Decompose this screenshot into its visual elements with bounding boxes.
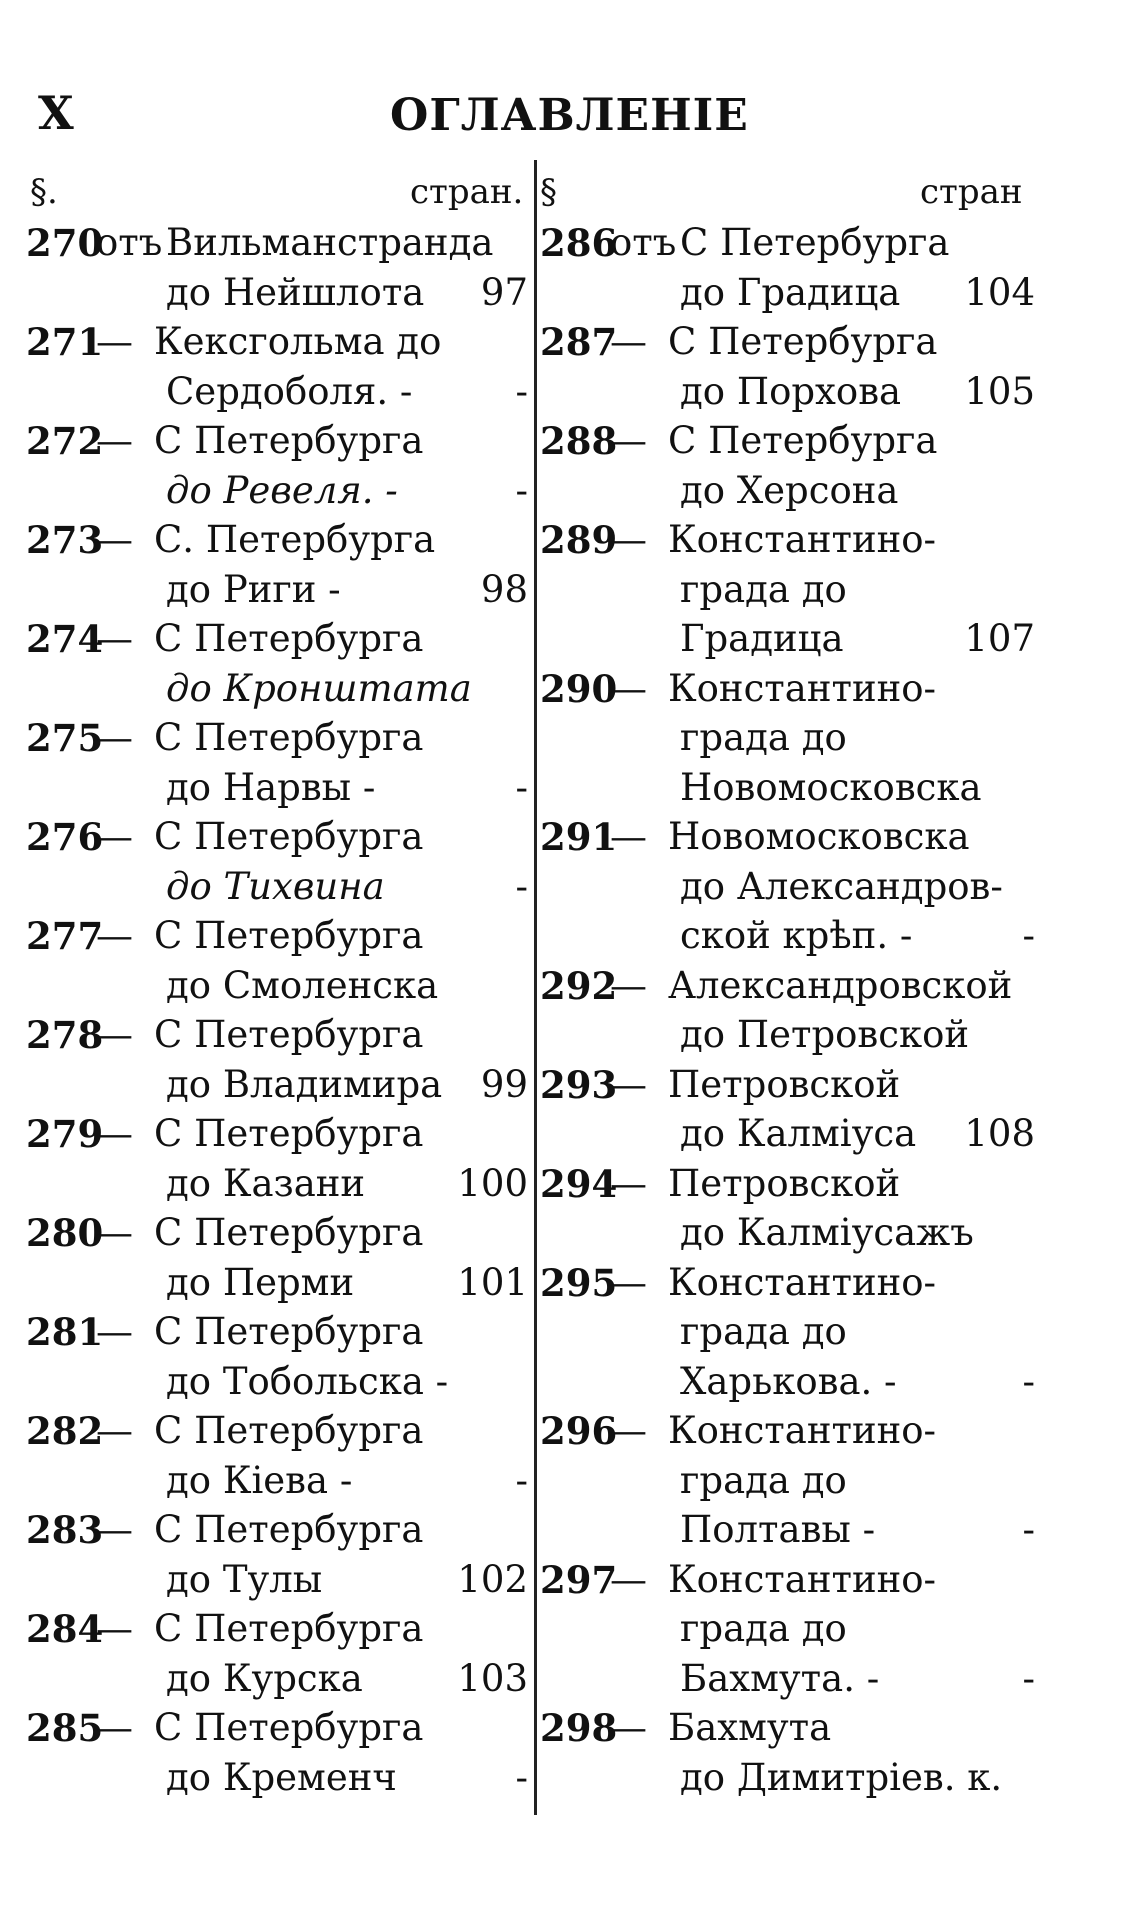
entry-line-1: С Петербурга: [154, 1508, 424, 1551]
entry-line-2: града до: [680, 1310, 847, 1353]
entry-connector: —: [96, 518, 133, 561]
entry-line-2: до Перми: [166, 1260, 355, 1304]
entry-page-number: 108: [964, 1112, 1035, 1155]
entry-line-2: до Петровской: [680, 1013, 970, 1056]
entry-line-3: Новомосковска: [680, 765, 982, 809]
toc-entry: [540, 515, 1035, 664]
entry-line-1: С Петербурга: [154, 1112, 424, 1155]
entry-connector: —: [610, 815, 647, 858]
entry-page-number: 105: [964, 369, 1035, 413]
entry-line-1: С Петербурга: [154, 1310, 424, 1353]
entry-line-2: до Кронштата: [166, 666, 472, 710]
entry-number: 288: [540, 419, 618, 463]
entry-line-2: до Смоленска: [166, 963, 439, 1007]
entry-page-number: -: [1022, 914, 1035, 957]
entry-line-2: до Владимира: [166, 1062, 443, 1106]
entry-number: 295: [540, 1260, 618, 1305]
entry-line-1: С. Петербурга: [154, 518, 436, 561]
entry-line-1: С Петербурга: [154, 419, 424, 462]
entry-line-2: града до: [680, 716, 847, 759]
entry-line-2: Сердоболя. -: [166, 369, 413, 413]
entry-line-2: града до: [680, 1607, 847, 1650]
right-section-mark: §: [540, 172, 557, 212]
toc-entry: [26, 1505, 528, 1604]
entry-number: 274: [26, 617, 104, 661]
toc-entry: [26, 218, 528, 317]
entry-line-1: С Петербурга: [154, 716, 424, 759]
toc-entry: [26, 1307, 528, 1406]
entry-number: 283: [26, 1508, 104, 1552]
toc-entry: [540, 1406, 1035, 1555]
entry-page-number: 104: [964, 270, 1035, 314]
toc-entry: [540, 664, 1035, 813]
entry-number: 270: [26, 221, 104, 265]
entry-page-number: -: [515, 1458, 528, 1502]
toc-entry: [26, 911, 528, 1010]
toc-entry: [540, 218, 1035, 317]
entry-line-1: С Петербурга: [154, 1013, 424, 1056]
entry-connector: —: [96, 1013, 133, 1056]
entry-line-2: града до: [680, 567, 847, 611]
toc-entry: [26, 812, 528, 911]
entry-line-1: С Петербурга: [154, 1706, 424, 1749]
toc-entry: [26, 1703, 528, 1802]
entry-number: 279: [26, 1112, 104, 1156]
entry-connector: —: [610, 1557, 647, 1601]
entry-line-1: С Петербурга: [668, 419, 938, 462]
entry-number: 289: [540, 518, 618, 562]
entry-line-2: до Ревеля. -: [166, 468, 398, 512]
left-section-mark: §.: [30, 172, 58, 212]
toc-entry: [540, 961, 1035, 1060]
entry-connector: —: [96, 716, 133, 759]
entry-line-1: Константино-: [668, 1557, 937, 1601]
toc-entry: [26, 713, 528, 812]
toc-entry: [540, 1060, 1035, 1159]
entry-number: 286: [540, 221, 618, 265]
entry-connector: —: [610, 1706, 647, 1749]
entry-number: 281: [26, 1310, 104, 1354]
entry-line-2: града до: [680, 1458, 847, 1502]
toc-entry: [540, 1703, 1035, 1802]
entry-number: 296: [540, 1409, 618, 1453]
entry-connector: —: [96, 1409, 133, 1452]
entry-number: 285: [26, 1706, 104, 1750]
entry-number: 276: [26, 815, 104, 859]
entry-line-1: С Петербурга: [154, 617, 424, 660]
entry-line-1: Константино-: [668, 666, 937, 710]
entry-connector: —: [610, 1161, 647, 1205]
entry-page-number: 98: [480, 567, 528, 611]
entry-number: 282: [26, 1409, 104, 1453]
entry-page-number: 97: [480, 270, 528, 314]
entry-line-3: Градица: [680, 617, 844, 660]
toc-entry: [26, 416, 528, 515]
entry-connector: —: [96, 1211, 133, 1254]
entry-line-1: С Петербурга: [154, 815, 424, 858]
entry-line-1: Бахмута: [668, 1706, 832, 1749]
entry-number: 298: [540, 1706, 618, 1750]
entry-line-2: до Александров-: [680, 864, 1003, 908]
entry-connector: —: [610, 518, 647, 561]
entry-line-2: до Калміуса: [680, 1112, 917, 1155]
toc-entry: [26, 1208, 528, 1307]
entry-connector: —: [610, 1409, 647, 1452]
entry-connector: —: [96, 1310, 133, 1353]
entry-connector: отъ: [610, 221, 677, 264]
entry-number: 272: [26, 419, 104, 463]
entry-number: 291: [540, 815, 618, 859]
entry-line-2: до Кіева -: [166, 1458, 353, 1502]
entry-page-number: -: [515, 468, 528, 512]
toc-entry: [26, 1109, 528, 1208]
toc-entry: [540, 1159, 1035, 1258]
entry-number: 290: [540, 666, 618, 711]
entry-line-3: Бахмута. -: [680, 1656, 880, 1700]
entry-number: 273: [26, 518, 104, 562]
entry-page-number: 102: [457, 1557, 528, 1601]
entry-line-2: до Нарвы -: [166, 765, 376, 809]
entry-connector: отъ: [96, 221, 163, 264]
entry-number: 287: [540, 320, 618, 364]
entry-connector: —: [610, 320, 647, 363]
entry-line-1: Петровской: [668, 1161, 901, 1205]
entry-line-1: Новомосковска: [668, 815, 970, 858]
entry-connector: —: [610, 419, 647, 462]
entry-number: 271: [26, 320, 104, 364]
entry-line-1: С Петербурга: [154, 914, 424, 957]
toc-entry: [26, 1604, 528, 1703]
entry-line-2: до Градица: [680, 270, 901, 314]
entry-number: 293: [540, 1062, 618, 1107]
entry-connector: —: [96, 320, 133, 363]
column-divider: [534, 160, 537, 1815]
entry-page-number: 99: [480, 1062, 528, 1106]
entry-number: 277: [26, 914, 104, 958]
entry-line-2: до Тулы: [166, 1557, 323, 1601]
entry-connector: —: [96, 815, 133, 858]
entry-line-3: ской крѣп. -: [680, 914, 913, 957]
toc-entry: [26, 1010, 528, 1109]
entry-number: 278: [26, 1013, 104, 1057]
entry-line-1: Александровской: [668, 963, 1013, 1007]
entry-page-number: -: [515, 864, 528, 908]
page-folio: X: [38, 86, 74, 140]
entry-line-1: С Петербурга: [680, 221, 950, 264]
toc-entry: [26, 317, 528, 416]
entry-line-3: Полтавы -: [680, 1508, 876, 1551]
entry-number: 292: [540, 963, 618, 1008]
toc-entry: [540, 1258, 1035, 1407]
entry-line-1: Кексгольма до: [154, 320, 442, 363]
entry-line-1: Вильманстранда: [166, 221, 494, 264]
toc-entry: [26, 1406, 528, 1505]
entry-page-number: -: [515, 765, 528, 809]
entry-line-2: до Казани: [166, 1161, 366, 1205]
entry-connector: —: [96, 617, 133, 660]
entry-line-1: С Петербурга: [154, 1409, 424, 1452]
entry-connector: —: [96, 914, 133, 957]
entry-page-number: -: [515, 369, 528, 413]
entry-page-number: -: [1022, 1656, 1035, 1700]
entry-page-number: -: [1022, 1508, 1035, 1551]
entry-connector: —: [610, 1260, 647, 1304]
toc-entry: [540, 317, 1035, 416]
entry-line-2: до Калміусажъ: [680, 1211, 974, 1254]
left-page-heading: стран.: [410, 172, 524, 212]
entry-connector: —: [96, 1607, 133, 1650]
entry-page-number: 100: [457, 1161, 528, 1205]
entry-line-1: Константино-: [668, 1409, 937, 1452]
entry-line-1: Константино-: [668, 1260, 937, 1304]
entry-connector: —: [610, 1062, 647, 1106]
entry-line-2: до Херсона: [680, 468, 899, 512]
entry-number: 294: [540, 1161, 618, 1206]
entry-connector: —: [96, 419, 133, 462]
entry-connector: —: [610, 963, 647, 1007]
toc-entry: [540, 812, 1035, 961]
entry-connector: —: [96, 1112, 133, 1155]
entry-page-number: 103: [457, 1656, 528, 1700]
entry-number: 275: [26, 716, 104, 760]
entry-line-1: Петровской: [668, 1062, 901, 1106]
entry-connector: —: [96, 1706, 133, 1749]
entry-page-number: -: [1022, 1359, 1035, 1403]
entry-number: 284: [26, 1607, 104, 1651]
toc-entry: [540, 1555, 1035, 1704]
entry-line-1: Константино-: [668, 518, 937, 561]
entry-line-2: до Тихвина: [166, 864, 385, 908]
page-title: ОГЛАВЛЕНІЕ: [390, 90, 749, 141]
entry-page-number: -: [515, 1755, 528, 1799]
entry-page-number: 101: [457, 1260, 528, 1304]
entry-number: 280: [26, 1211, 104, 1255]
entry-line-2: до Нейшлота: [166, 270, 425, 314]
entry-line-1: С Петербурга: [154, 1211, 424, 1254]
toc-entry: [26, 515, 528, 614]
entry-connector: —: [96, 1508, 133, 1551]
entry-line-3: Харькова. -: [680, 1359, 897, 1403]
entry-connector: —: [610, 666, 647, 710]
entry-line-2: до Порхова: [680, 369, 902, 413]
toc-entry: [540, 416, 1035, 515]
entry-line-2: до Риги -: [166, 567, 341, 611]
entry-line-2: до Димитріев. к.: [680, 1755, 1003, 1799]
right-page-heading: стран: [920, 172, 1023, 212]
toc-entry: [26, 614, 528, 713]
entry-line-2: до Кременч: [166, 1755, 397, 1799]
entry-line-1: С Петербурга: [154, 1607, 424, 1650]
entry-line-2: до Тобольска -: [166, 1359, 449, 1403]
entry-line-1: С Петербурга: [668, 320, 938, 363]
entry-page-number: 107: [964, 617, 1035, 660]
entry-number: 297: [540, 1557, 618, 1602]
entry-line-2: до Курска: [166, 1656, 363, 1700]
